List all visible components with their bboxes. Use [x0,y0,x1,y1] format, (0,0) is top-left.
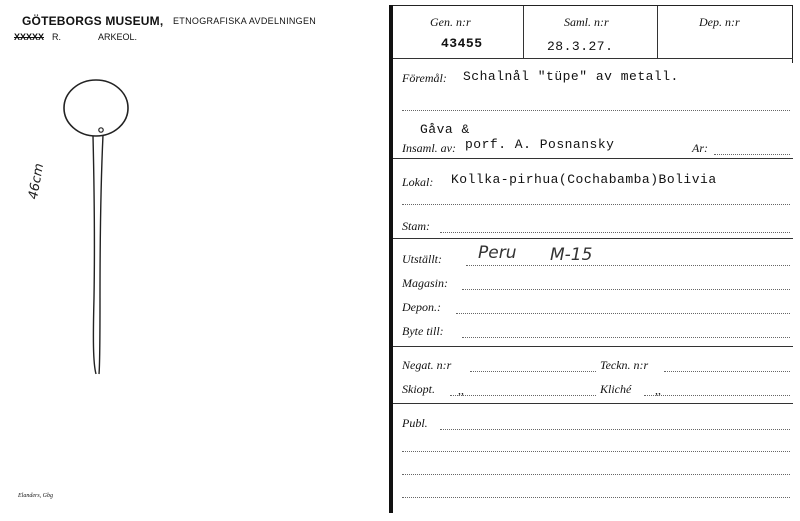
magasin-label: Magasin: [402,276,448,290]
column-separator [657,6,658,58]
department-name: ETNOGRAFISKA AVDELNINGEN [173,16,317,26]
byte-till-label: Byte till: [402,324,444,338]
utstallt-dotted-line [466,265,790,266]
section-divider [393,238,793,239]
skiopt-label: Skiopt. [402,382,435,396]
depon-label: Depon.: [402,300,441,314]
publ-line-4 [402,497,790,498]
magasin-dotted-line [462,289,790,290]
byte-till-dotted-line [462,337,790,338]
card-right-line [792,5,793,63]
section-divider [393,158,793,159]
kliche-ditto-mark: ,, [655,383,661,397]
negat-dotted-line [470,371,596,372]
pin-hole [99,128,103,132]
skiopt-ditto-mark: ,, [458,383,464,397]
size-note: 46cm [26,162,48,201]
depon-dotted-line [456,313,790,314]
publ-line-2 [402,451,790,452]
card-margin-line [389,5,393,513]
negat-nr-label: Negat. n:r [402,358,452,372]
museum-name: GÖTEBORGS MUSEUM, [22,14,164,28]
kliche-label: Kliché [600,382,632,396]
header-divider [393,58,793,59]
gen-nr-value: 43455 [441,36,483,51]
lokal-label: Lokal: [402,175,434,189]
pin-head-outline [64,80,128,136]
insaml-value: porf. A. Posnansky [465,137,615,152]
foremal-value: Schalnål "tüpe" av metall. [463,69,679,84]
department-suffix: R. [52,32,61,42]
utstallt-case: M-15 [550,245,593,265]
kliche-dotted-line [644,395,790,396]
stam-dotted-line [440,232,790,233]
publ-dotted-line [440,429,790,430]
section-divider [393,346,793,347]
saml-nr-label: Saml. n:r [564,15,609,29]
insaml-label: Insaml. av: [402,141,456,155]
lokal-line-2 [402,204,790,205]
department-arkeol: ARKEOL. [98,32,138,42]
gen-nr-label: Gen. n:r [430,15,471,29]
foremal-line-2 [402,110,790,111]
lokal-value: Kollka-pirhua(Cochabamba)Bolivia [451,172,717,187]
teckn-nr-label: Teckn. n:r [600,358,649,372]
section-divider [393,403,793,404]
saml-nr-value: 28.3.27. [547,39,614,54]
column-separator [523,6,524,58]
shawl-pin-sketch [60,78,150,378]
card-top-line [393,5,793,6]
stam-label: Stam: [402,219,430,233]
dep-nr-label: Dep. n:r [699,15,740,29]
struck-department: XXXXX [14,32,45,42]
skiopt-dotted-line [450,395,596,396]
foremal-label: Föremål: [402,71,447,85]
gava-value: Gåva & [420,122,470,137]
utstallt-country: Peru [478,243,517,263]
utstallt-label: Utställt: [402,252,443,266]
ar-label: Ar: [692,141,708,155]
pin-shaft-right [99,135,103,374]
publ-line-3 [402,474,790,475]
printer-imprint: Elanders, Gbg [18,493,53,499]
pin-shaft-left [93,136,96,374]
ar-dotted-line [714,154,790,155]
teckn-dotted-line [664,371,790,372]
publ-label: Publ. [402,416,428,430]
